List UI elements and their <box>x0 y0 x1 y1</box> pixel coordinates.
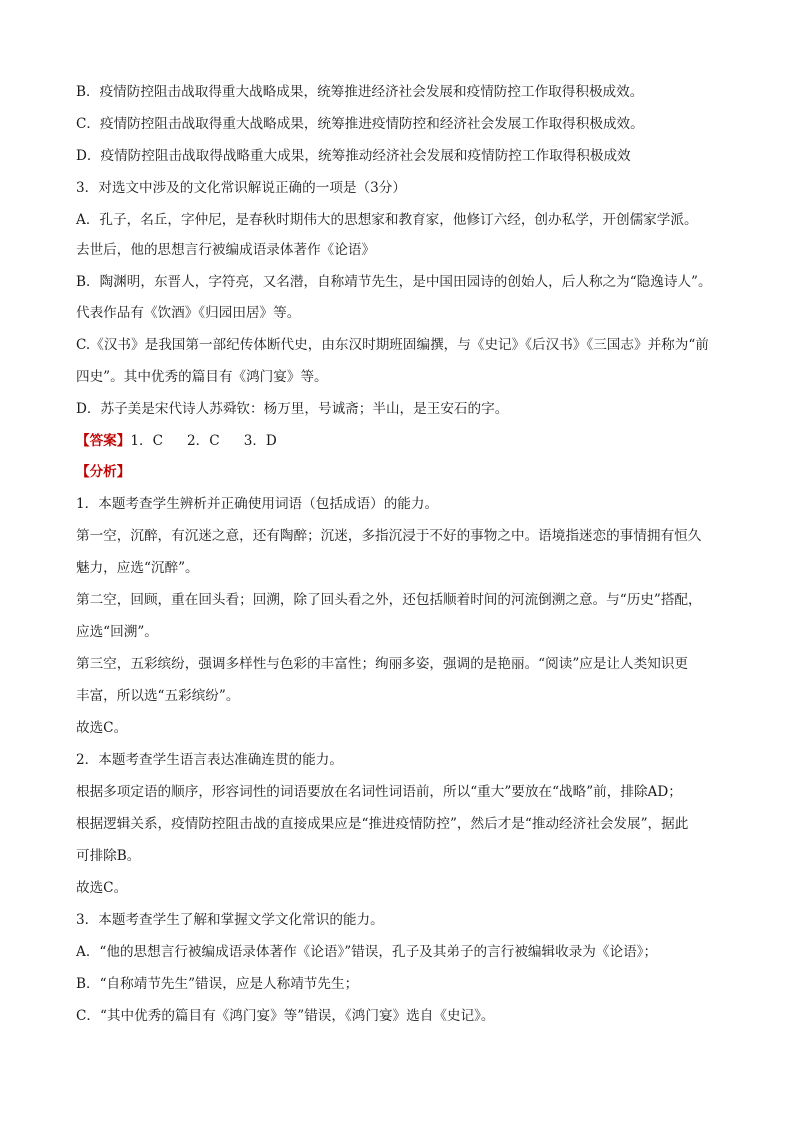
analysis-line: 1．本题考查学生辨析并正确使用词语（包括成语）的能力。 <box>76 496 439 512</box>
analysis-line: 丰富，所以选“五彩缤纷”。 <box>76 688 240 704</box>
answer-item: 1．C <box>130 433 164 449</box>
analysis-line: 第二空，回顾，重在回头看；回溯，除了回头看之外，还包括顺着时间的河流倒溯之意。与“历史”搭配， <box>76 592 702 608</box>
q3-option-b-line2: 代表作品有《饮酒》《归园田居》等。 <box>76 305 301 321</box>
analysis-line: 3．本题考查学生了解和掌握文学文化常识的能力。 <box>76 912 384 928</box>
analysis-label: 【分析】 <box>76 464 131 480</box>
q3-option-a-line2: 去世后，他的思想言行被编成语录体著作《论语》 <box>76 242 376 258</box>
answer-label: 【答案】 <box>76 433 131 449</box>
analysis-line: 根据逻辑关系，疫情防控阻击战的直接成果应是“推进疫情防控”，然后才是“推动经济社会发展”，据此 <box>76 816 689 832</box>
option-b-q2: B．疫情防控阻击战取得重大战略成果，统筹推进经济社会发展和疫情防控工作取得积极成效。 <box>76 84 644 100</box>
analysis-line: 可排除B。 <box>76 848 141 864</box>
analysis-line: 故选C。 <box>76 880 128 896</box>
option-c-q2: C．疫情防控阻击战取得重大战略成果，统筹推进疫情防控和经济社会发展工作取得积极成效。 <box>76 116 644 132</box>
q3-option-b-line1: B．陶渊明，东晋人，字符亮，又名潜，自称靖节先生，是中国田园诗的创始人，后人称之为“隐逸诗人”。 <box>76 274 712 290</box>
analysis-line: 第一空，沉醉，有沉迷之意，还有陶醉；沉迷，多指沉浸于不好的事物之中。语境指迷恋的事情拥有恒久 <box>76 528 702 544</box>
analysis-line: 魅力，应选“沉醉”。 <box>76 560 199 576</box>
analysis-line: 第三空，五彩缤纷，强调多样性与色彩的丰富性；绚丽多姿，强调的是艳丽。“阅读”应是让人类知识更 <box>76 656 689 672</box>
answer-item: 2．C <box>187 433 220 449</box>
analysis-line: 2．本题考查学生语言表达准确连贯的能力。 <box>76 752 343 768</box>
analysis-line: C．“其中优秀的篇目有《鸿门宴》等”错误，《鸿门宴》选自《史记》。 <box>76 1008 495 1024</box>
analysis-line: 故选C。 <box>76 720 128 736</box>
analysis-line: 应选“回溯”。 <box>76 624 158 640</box>
analysis-line: A．“他的思想言行被编成语录体著作《论语》”错误，孔子及其弟子的言行被编辑收录为《论语》； <box>76 944 658 960</box>
analysis-line: B．“自称靖节先生”错误，应是人称靖节先生； <box>76 976 359 992</box>
q3-option-c-line2: 四史”。其中优秀的篇目有《鸿门宴》等。 <box>76 369 328 385</box>
q3-option-a-line1: A．孔子，名丘，字仲尼，是春秋时期伟大的思想家和教育家，他修订六经，创办私学，开创儒家学派。 <box>76 212 698 228</box>
q3-option-d-line1: D．苏子美是宋代诗人苏舜钦：杨万里，号诚斋；半山，是王安石的字。 <box>76 401 509 417</box>
analysis-line: 根据多项定语的顺序，形容词性的词语要放在名词性词语前，所以“重大”要放在“战略”前，排除AD； <box>76 784 682 800</box>
answer-item: 3．D <box>243 433 277 449</box>
question3-stem: 3．对选文中涉及的文化常识解说正确的一项是（3分） <box>76 180 406 196</box>
answer-line <box>76 431 736 451</box>
q3-option-c-line1: C.《汉书》是我国第一部纪传体断代史，由东汉时期班固编撰，与《史记》《后汉书》《三国志》并称为“前 <box>76 337 709 353</box>
option-d-q2: D．疫情防控阻击战取得战略重大成果，统筹推动经济社会发展和疫情防控工作取得积极成效 <box>76 148 631 164</box>
